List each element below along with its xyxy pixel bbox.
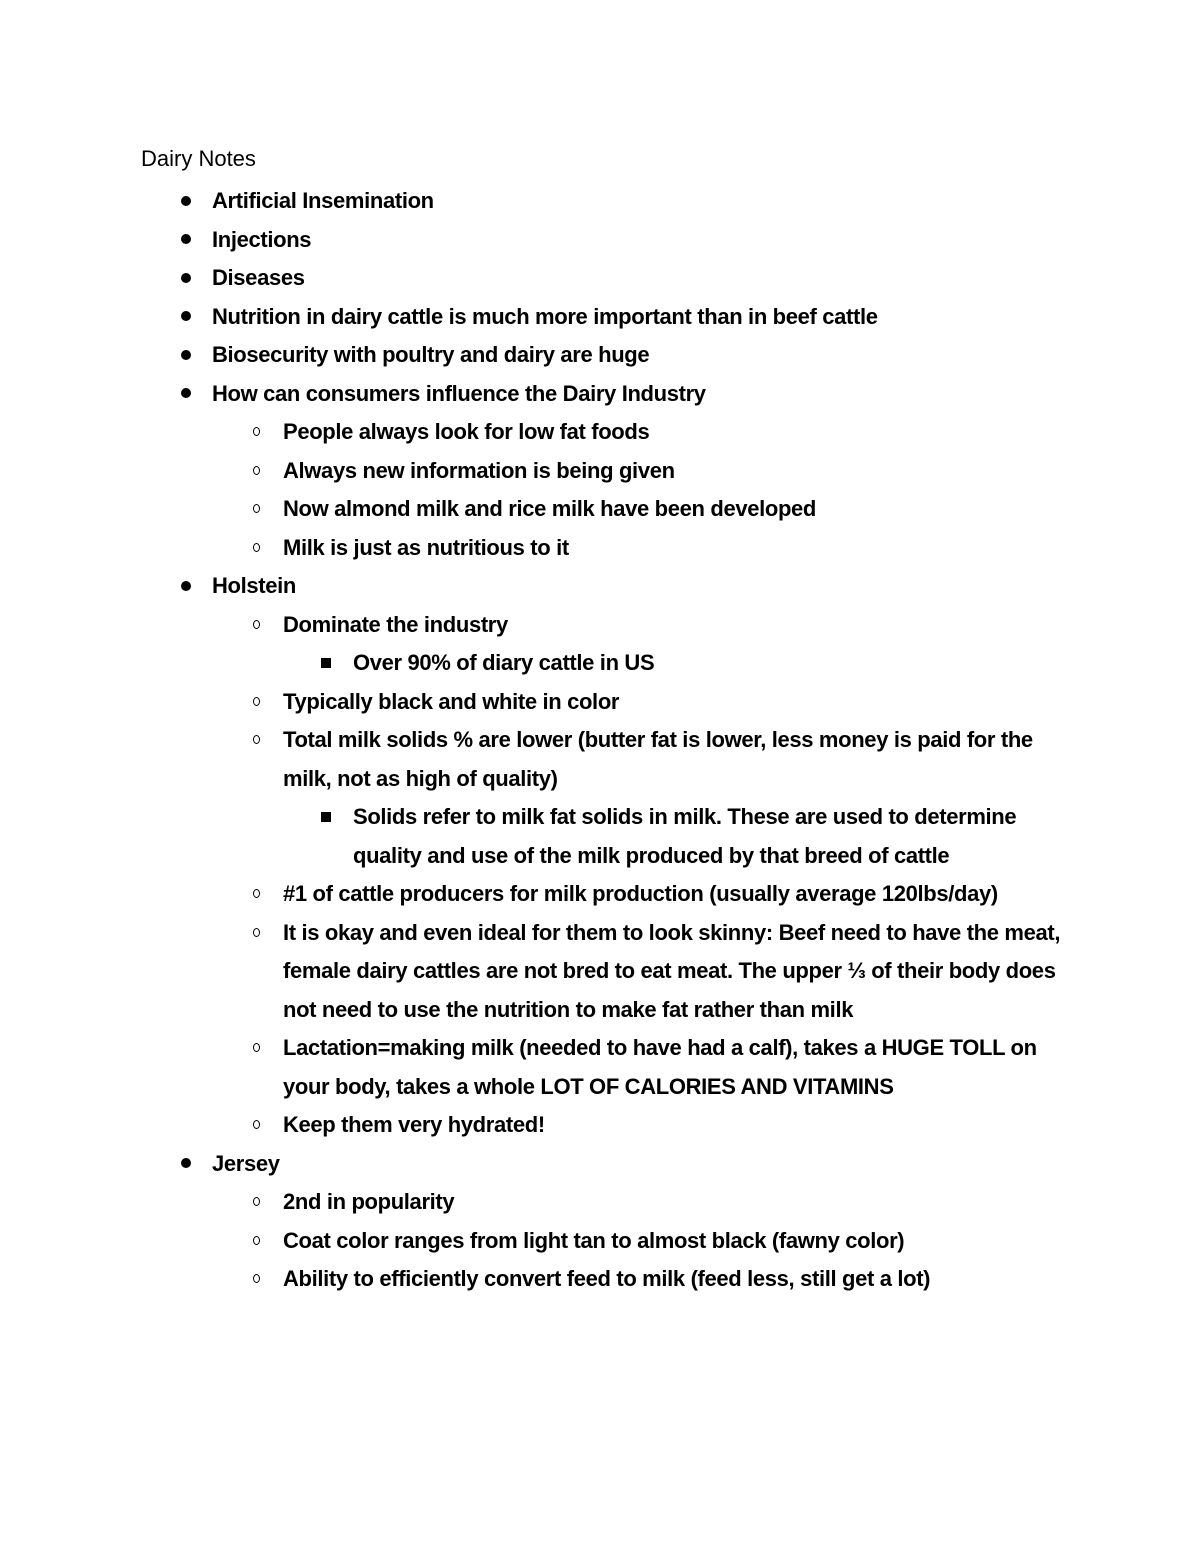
list-item-text: Lactation=making milk (needed to have had a calf), takes a HUGE TOLL on your body, takes a whole LOT OF CALORIES AND VITAMINS xyxy=(283,1035,1037,1099)
list-item-level-2 xyxy=(0,452,1063,491)
list-item-level-2 xyxy=(0,413,1063,452)
list-item-text: Dominate the industry xyxy=(283,611,508,637)
list-item-text: It is okay and even ideal for them to look skinny: Beef need to have the meat, female dairy cattles are not bred to eat meat. The upper ⅓ of their body does not need to use the nutrition to make fat rather than milk xyxy=(283,919,1061,1022)
list-item-text: Total milk solids % are lower (butter fat is lower, less money is paid for the milk, not as high of quality) xyxy=(283,727,1033,791)
hollow-circle-bullet-icon xyxy=(246,1029,266,1068)
list-item-text: Typically black and white in color xyxy=(283,688,620,714)
list-item-text: Nutrition in dairy cattle is much more important than in beef cattle xyxy=(212,303,878,329)
filled-circle-bullet-icon xyxy=(176,567,196,606)
list-item-text: #1 of cattle producers for milk production (usually average 120lbs/day) xyxy=(283,881,998,906)
hollow-circle-bullet-icon xyxy=(246,683,266,722)
list-item-text: People always look for low fat foods xyxy=(283,419,650,444)
list-item-text: Biosecurity with poultry and dairy are huge xyxy=(212,342,650,367)
hollow-circle-bullet-icon xyxy=(246,606,266,645)
list-item-level-2 xyxy=(0,683,1063,722)
hollow-circle-bullet-icon xyxy=(246,452,266,491)
list-item-text: Coat color ranges from light tan to almost black (fawny color) xyxy=(283,1227,905,1253)
hollow-circle-bullet-icon xyxy=(246,1222,266,1261)
list-item-text: Ability to efficiently convert feed to milk (feed less, still get a lot) xyxy=(283,1266,931,1291)
list-item-level-1 xyxy=(0,298,1062,337)
list-item-level-2 xyxy=(0,529,1063,568)
list-item-text: How can consumers influence the Dairy Industry xyxy=(212,380,706,406)
hollow-circle-bullet-icon xyxy=(246,914,266,953)
list-item-level-2 xyxy=(0,1183,1063,1222)
list-item-text: Always new information is being given xyxy=(283,457,675,483)
list-item-level-1 xyxy=(0,259,1062,298)
list-item-text: Holstein xyxy=(212,573,296,598)
hollow-circle-bullet-icon xyxy=(246,1106,266,1145)
list-item-level-2 xyxy=(0,1222,1063,1261)
list-item-text: Injections xyxy=(212,226,312,252)
list-item-level-2 xyxy=(0,1260,1063,1299)
filled-circle-bullet-icon xyxy=(176,182,196,221)
list-item-level-1 xyxy=(0,567,1062,606)
list-item-text: Over 90% of diary cattle in US xyxy=(353,650,655,675)
list-item-level-2 xyxy=(0,1106,1063,1145)
list-item-text: Solids refer to milk fat solids in milk. These are used to determine quality and use of the milk produced by that breed of cattle xyxy=(353,804,1017,868)
list-item-level-1 xyxy=(0,221,1062,260)
document-title: Dairy Notes xyxy=(141,146,256,171)
filled-square-bullet-icon xyxy=(316,798,336,837)
list-item-text: Milk is just as nutritious to it xyxy=(283,534,569,560)
list-item-level-1 xyxy=(0,1145,1062,1184)
list-item-level-1 xyxy=(0,375,1062,414)
list-item-text: Keep them very hydrated! xyxy=(283,1112,545,1137)
list-item-text: Artificial Insemination xyxy=(212,188,434,213)
filled-circle-bullet-icon xyxy=(176,259,196,298)
hollow-circle-bullet-icon xyxy=(246,529,266,568)
list-item-level-1 xyxy=(0,182,1062,221)
list-item-level-2 xyxy=(0,490,1063,529)
list-item-text: Jersey xyxy=(212,1150,280,1176)
bullet-list xyxy=(0,182,1200,1299)
hollow-circle-bullet-icon xyxy=(246,490,266,529)
list-item-level-3 xyxy=(0,644,1063,683)
list-item-level-3 xyxy=(0,798,1063,875)
filled-square-bullet-icon xyxy=(316,644,336,683)
list-item-text: Now almond milk and rice milk have been developed xyxy=(283,496,817,521)
list-item-level-1 xyxy=(0,336,1062,375)
list-item-text: Diseases xyxy=(212,265,305,290)
hollow-circle-bullet-icon xyxy=(246,413,266,452)
hollow-circle-bullet-icon xyxy=(246,1260,266,1299)
filled-circle-bullet-icon xyxy=(176,221,196,260)
list-item-level-2 xyxy=(0,721,1063,798)
hollow-circle-bullet-icon xyxy=(246,721,266,760)
list-item-level-2 xyxy=(0,1029,1063,1106)
filled-circle-bullet-icon xyxy=(176,1145,196,1184)
list-item-level-2 xyxy=(0,914,1063,1030)
filled-circle-bullet-icon xyxy=(176,336,196,375)
filled-circle-bullet-icon xyxy=(176,375,196,414)
list-item-level-2 xyxy=(0,606,1063,645)
list-item-text: 2nd in popularity xyxy=(283,1189,455,1214)
list-item-level-2 xyxy=(0,875,1063,914)
hollow-circle-bullet-icon xyxy=(246,1183,266,1222)
hollow-circle-bullet-icon xyxy=(246,875,266,914)
filled-circle-bullet-icon xyxy=(176,298,196,337)
